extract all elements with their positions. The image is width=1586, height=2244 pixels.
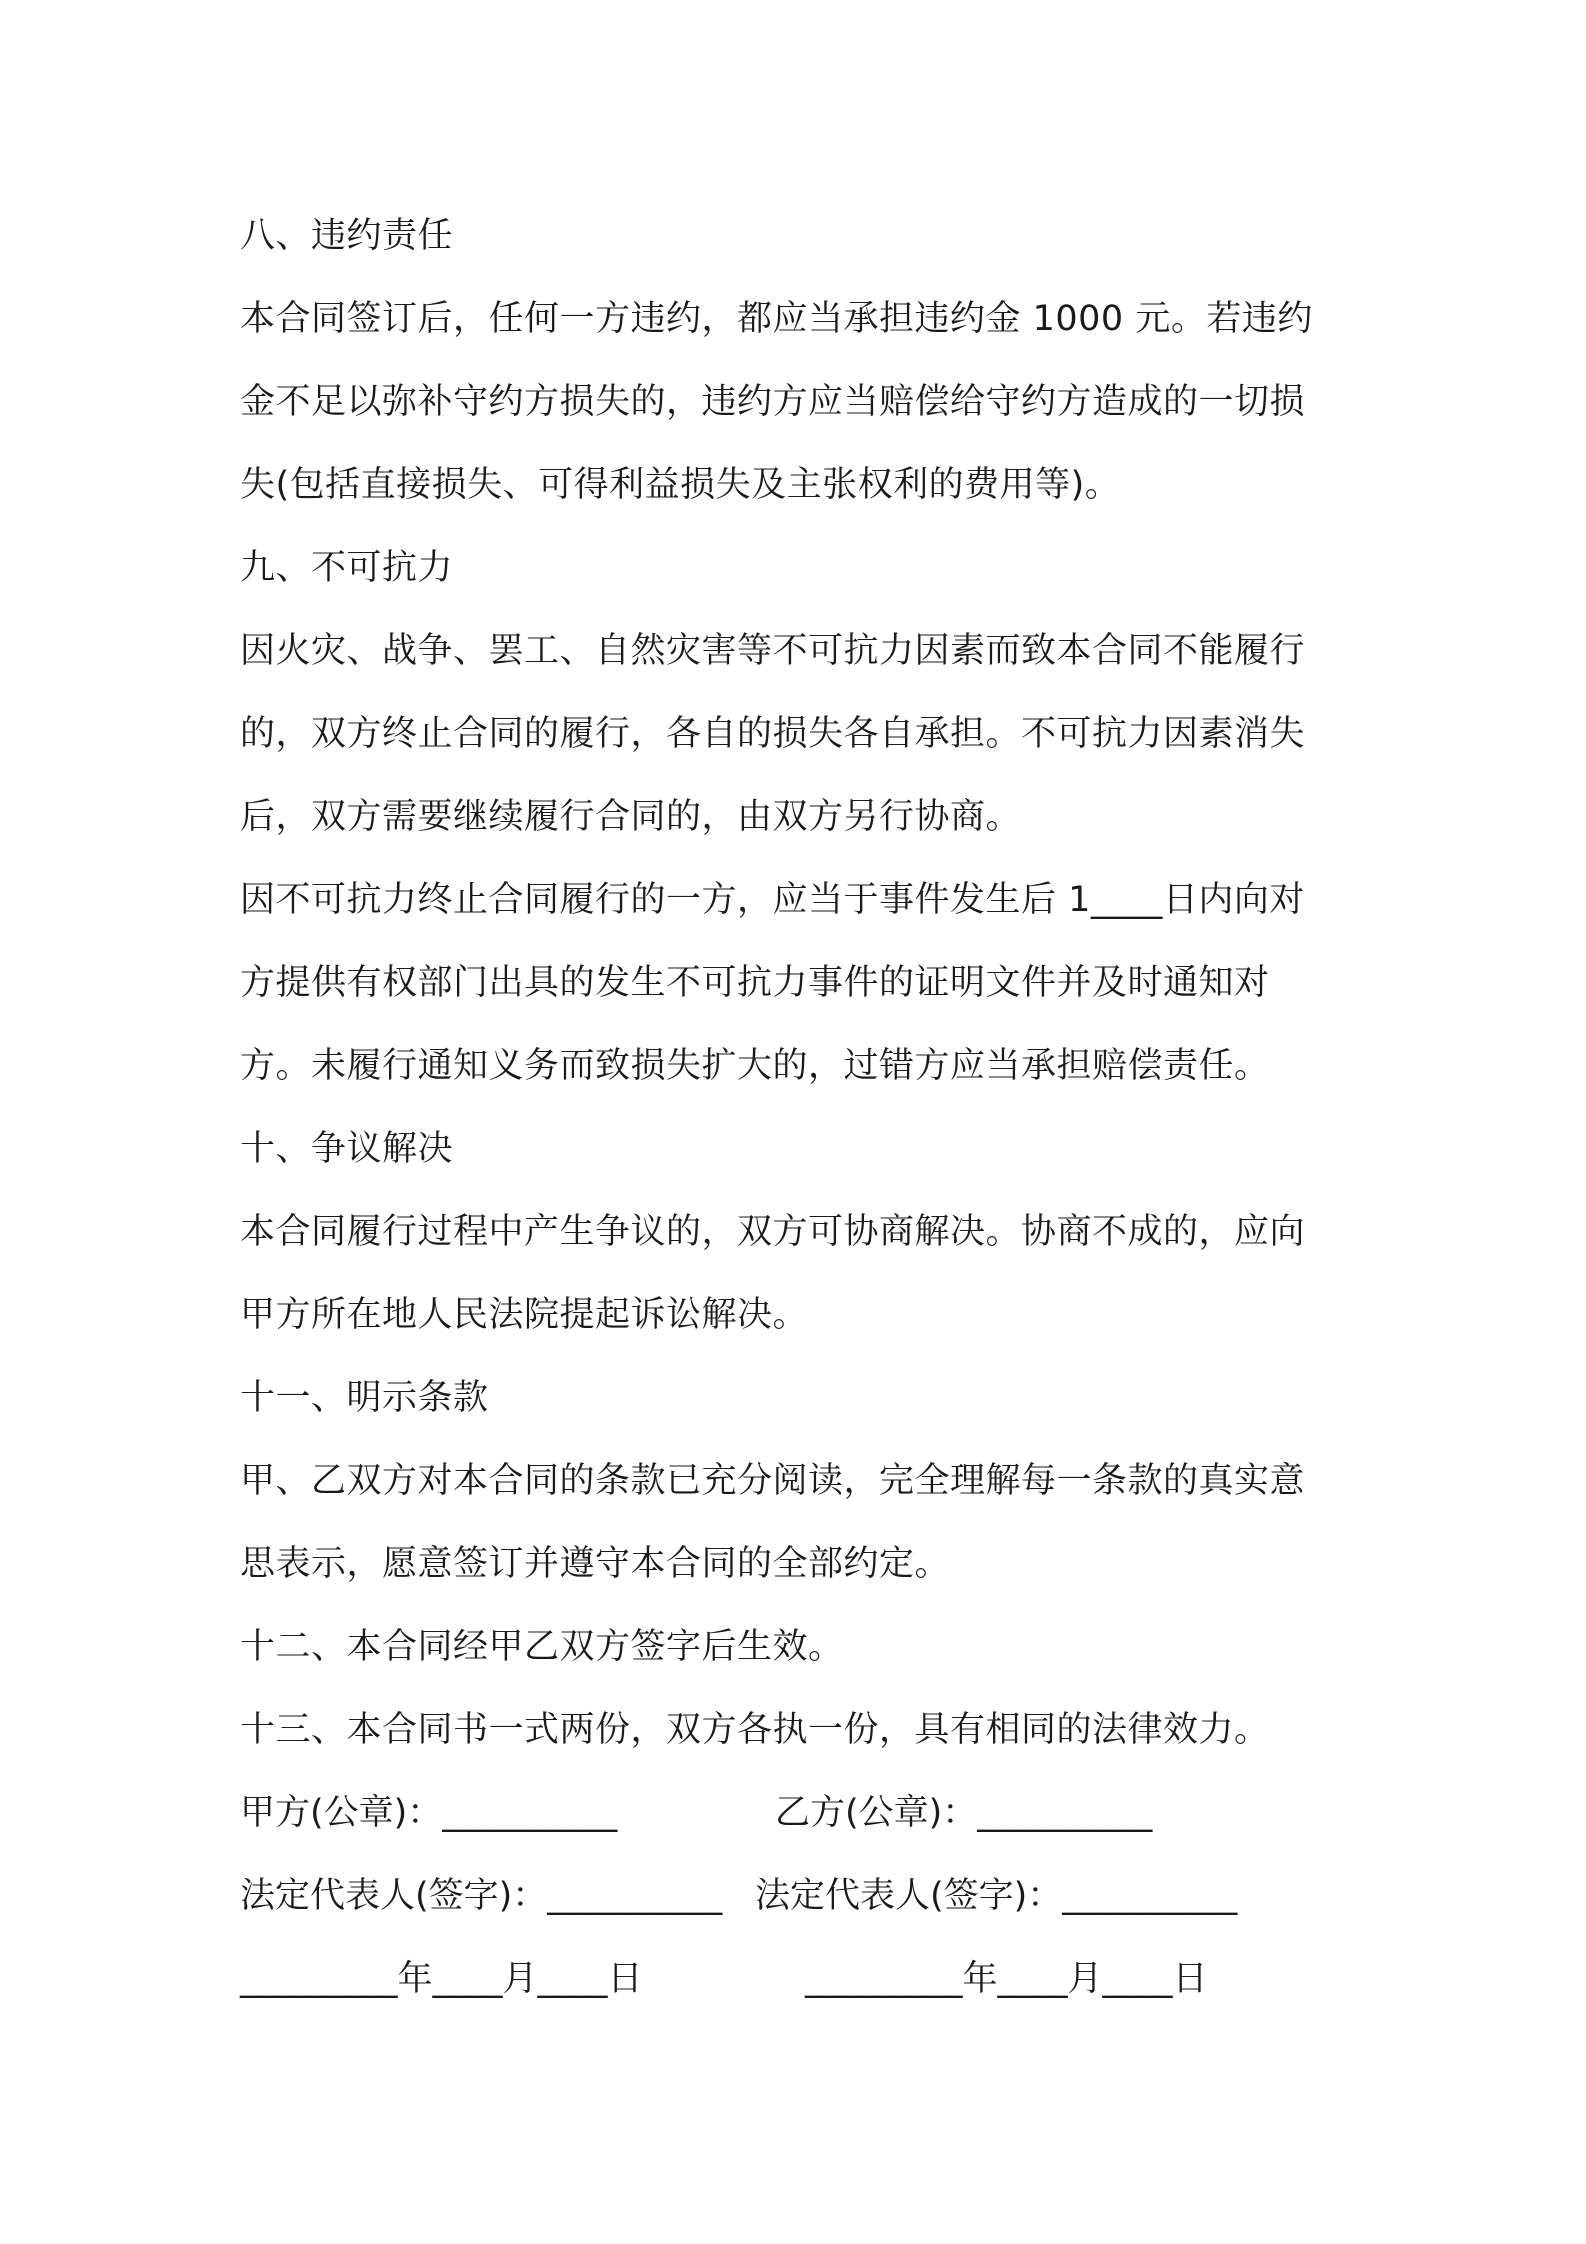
party-a-seal-field: 甲方(公章)：__________ bbox=[240, 1793, 618, 1833]
section-8-line-2: 金不足以弥补守约方损失的，违约方应当赔偿给守约方造成的一切损 bbox=[240, 382, 1306, 422]
seal-row bbox=[240, 1772, 1360, 1855]
section-13: 十三、本合同书一式两份，双方各执一份，具有相同的法律效力。 bbox=[240, 1710, 1270, 1750]
section-9-line-1: 因火灾、战争、罢工、自然灾害等不可抗力因素而致本合同不能履行 bbox=[240, 631, 1306, 671]
section-11-line-1: 甲、乙双方对本合同的条款已充分阅读，完全理解每一条款的真实意 bbox=[240, 1461, 1306, 1501]
section-12: 十二、本合同经甲乙双方签字后生效。 bbox=[240, 1627, 844, 1667]
section-9-line-6: 方。未履行通知义务而致损失扩大的，过错方应当承担赔偿责任。 bbox=[240, 1046, 1270, 1086]
section-9-line-2: 的，双方终止合同的履行，各自的损失各自承担。不可抗力因素消失 bbox=[240, 714, 1306, 754]
party-a-representative-field: 法定代表人(签字)：__________ bbox=[240, 1876, 723, 1916]
party-a-date-field: _________年____月____日 bbox=[240, 1959, 643, 1999]
date-row bbox=[240, 1938, 1360, 2021]
section-10-line-2: 甲方所在地人民法院提起诉讼解决。 bbox=[240, 1295, 809, 1335]
party-b-representative-field: 法定代表人(签字)：__________ bbox=[755, 1876, 1238, 1916]
section-8-title: 八、违约责任 bbox=[240, 216, 454, 256]
section-9-line-5: 方提供有权部门出具的发生不可抗力事件的证明文件并及时通知对 bbox=[240, 963, 1270, 1003]
section-9-title: 九、不可抗力 bbox=[240, 548, 454, 588]
section-9-line-4: 因不可抗力终止合同履行的一方，应当于事件发生后 1____日内向对 bbox=[240, 880, 1305, 920]
section-8-line-3: 失(包括直接损失、可得利益损失及主张权利的费用等)。 bbox=[240, 465, 1121, 505]
section-11-line-2: 思表示，愿意签订并遵守本合同的全部约定。 bbox=[240, 1544, 951, 1584]
section-11-title: 十一、明示条款 bbox=[240, 1378, 489, 1418]
party-b-seal-field: 乙方(公章)：__________ bbox=[775, 1793, 1153, 1833]
party-b-date-field: _________年____月____日 bbox=[805, 1959, 1208, 1999]
section-10-line-1: 本合同履行过程中产生争议的，双方可协商解决。协商不成的，应向 bbox=[240, 1212, 1306, 1252]
contract-page bbox=[240, 195, 1360, 2021]
section-8-line-1: 本合同签订后，任何一方违约，都应当承担违约金 1000 元。若违约 bbox=[240, 299, 1313, 339]
section-9-line-3: 后，双方需要继续履行合同的，由双方另行协商。 bbox=[240, 797, 1022, 837]
section-10-title: 十、争议解决 bbox=[240, 1129, 454, 1169]
representative-row bbox=[240, 1855, 1360, 1938]
